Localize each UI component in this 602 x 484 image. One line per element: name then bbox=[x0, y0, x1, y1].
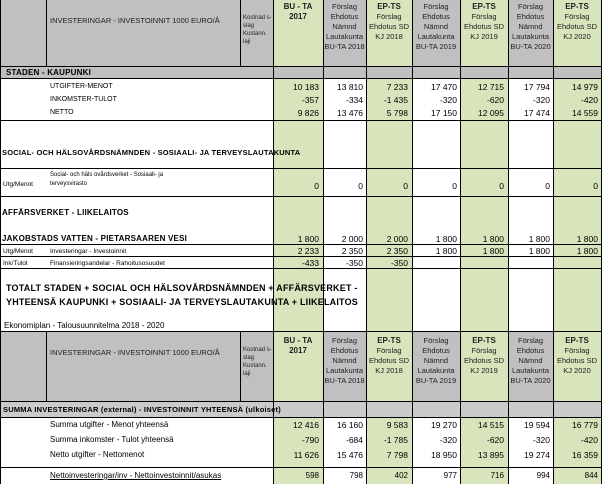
col-header-2-2: Förslag Ehdotus Nämnd Lautakunta BU-TA 2018 bbox=[324, 336, 365, 385]
social-cell: 0 bbox=[452, 181, 457, 191]
summa-cell: 16 160 bbox=[337, 420, 363, 430]
social-cell: 0 bbox=[499, 181, 504, 191]
staden-row-label: NETTO bbox=[50, 109, 74, 116]
staden-title: STADEN - KAUPUNKI bbox=[6, 68, 92, 77]
staden-cell: 13 810 bbox=[337, 82, 363, 92]
staden-cell: 12 715 bbox=[478, 82, 504, 92]
nettoinv-cell: 977 bbox=[443, 471, 457, 480]
nettoinv-cell: 798 bbox=[349, 471, 363, 480]
nettoinv-cell: 598 bbox=[305, 471, 319, 480]
summa-title: SUMMA INVESTERINGAR (external) - INVESTOINNIT YHTEENSÄ (ulkoiset) bbox=[3, 405, 281, 414]
affars-title: AFFÄRSVERKET - LIIKELAITOS bbox=[2, 208, 129, 217]
staden-row-label: UTGIFTER-MENOT bbox=[50, 83, 113, 90]
summa-cell: 16 359 bbox=[572, 450, 598, 460]
vatten-cell: 1 800 bbox=[435, 246, 457, 256]
col-header-7: EP-TS Förslag Ehdotus SD KJ 2020 bbox=[556, 2, 598, 41]
vatten-cell: 2 350 bbox=[341, 246, 363, 256]
social-cell: 0 bbox=[358, 181, 363, 191]
nettoinv-label: Nettoinvesteringar/inv - Nettoinvestoinnit/asukas bbox=[50, 471, 222, 480]
staden-cell: 13 476 bbox=[337, 108, 363, 118]
col-header-2-6: Förslag Ehdotus Nämnd Lautakunta BU-TA 2020 bbox=[510, 336, 551, 385]
staden-cell: -620 bbox=[486, 95, 504, 105]
vatten-title-cell: 1 800 bbox=[528, 234, 550, 244]
vatten-title-cell: 1 800 bbox=[435, 234, 457, 244]
vatten-code: Ink/Tulot bbox=[3, 260, 28, 267]
summa-cell: -1 785 bbox=[383, 435, 408, 445]
staden-cell: 10 183 bbox=[293, 82, 319, 92]
vatten-row-label: Investeringar - Investoinnit bbox=[50, 248, 127, 255]
header-band bbox=[0, 0, 273, 66]
nettoinv-cell: 402 bbox=[394, 471, 408, 480]
summa-cell: 19 594 bbox=[524, 420, 550, 430]
totalt-line-2: YHTEENSÄ KAUPUNKI + SOSIAALI- JA TERVEYSLAUTAKUNTA + LIIKELAITOS bbox=[6, 297, 359, 307]
summa-cell: 15 476 bbox=[337, 450, 363, 460]
col-header-2-3: EP-TS Förslag Ehdotus SD KJ 2018 bbox=[368, 336, 410, 375]
vatten-title-cell: 1 800 bbox=[576, 234, 598, 244]
summa-cell: 18 950 bbox=[431, 450, 457, 460]
social-cell: 0 bbox=[403, 181, 408, 191]
staden-cell: -357 bbox=[301, 95, 319, 105]
col-header-2-1: BU - TA 2017 bbox=[283, 336, 313, 355]
kostnadsslag-label: Kostnad s- slag Kustann. laji bbox=[243, 15, 272, 45]
vatten-title-cell: 2 000 bbox=[341, 234, 363, 244]
summa-cell: 13 895 bbox=[478, 450, 504, 460]
col-header-1: BU - TA 2017 bbox=[283, 2, 313, 21]
staden-cell: 17 794 bbox=[524, 82, 550, 92]
col-header-2-4: Förslag Ehdotus Nämnd Lautakunta BU-TA 2019 bbox=[415, 336, 457, 385]
summa-cell: -320 bbox=[439, 435, 457, 445]
vatten-cell: 1 800 bbox=[482, 246, 504, 256]
vatten-cell: -433 bbox=[301, 258, 319, 268]
staden-cell: 7 233 bbox=[386, 82, 408, 92]
social-label-2: terveysvirasto bbox=[50, 181, 88, 187]
summa-cell: 19 270 bbox=[431, 420, 457, 430]
ekonomiplan-label: Ekonomiplan - Talousuunnitelma 2018 - 2020 bbox=[4, 321, 165, 330]
col-header-2: Förslag Ehdotus Nämnd Lautakunta BU-TA 2018 bbox=[324, 2, 365, 51]
vatten-cell: -350 bbox=[390, 258, 408, 268]
social-cell: 0 bbox=[545, 181, 550, 191]
staden-cell: 17 470 bbox=[431, 82, 457, 92]
summa-cell: -790 bbox=[301, 435, 319, 445]
staden-cell: -1 435 bbox=[383, 95, 408, 105]
social-code: Utg/Menot bbox=[3, 181, 33, 188]
summa-cell: -420 bbox=[580, 435, 598, 445]
vatten-cell: 1 800 bbox=[528, 246, 550, 256]
vatten-title-cell: 1 800 bbox=[482, 234, 504, 244]
summa-cell: 11 626 bbox=[293, 450, 319, 460]
col-header-5: EP-TS Förslag Ehdotus SD KJ 2019 bbox=[463, 2, 505, 41]
col-header-2-5: EP-TS Förslag Ehdotus SD KJ 2019 bbox=[463, 336, 505, 375]
summa-cell: 7 798 bbox=[386, 450, 408, 460]
social-label-1: Social- och häls ovårdsverket - Sosiaali- ja bbox=[50, 172, 164, 178]
vatten-cell: 2 350 bbox=[386, 246, 408, 256]
summa-row-label: Netto utgifter - Nettomenot bbox=[50, 450, 145, 459]
header-title: INVESTERINGAR - INVESTOINNIT 1000 EURO/Å bbox=[50, 16, 220, 25]
col-header-3: EP-TS Förslag Ehdotus SD KJ 2018 bbox=[368, 2, 410, 41]
nettoinv-cell: 994 bbox=[536, 471, 550, 480]
staden-cell: -320 bbox=[532, 95, 550, 105]
staden-cell: 12 095 bbox=[478, 108, 504, 118]
col-header-6: Förslag Ehdotus Nämnd Lautakunta BU-TA 2020 bbox=[510, 2, 551, 51]
social-cell: 0 bbox=[593, 181, 598, 191]
social-title: SOCIAL- OCH HÄLSOVÅRDSNÄMNDEN - SOSIAALI- JA TERVEYSLAUTAKUNTA bbox=[2, 148, 301, 157]
summa-cell: -320 bbox=[532, 435, 550, 445]
nettoinv-cell: 716 bbox=[490, 471, 504, 480]
vatten-cell: -350 bbox=[345, 258, 363, 268]
summa-cell: 12 416 bbox=[293, 420, 319, 430]
summa-cell: -620 bbox=[486, 435, 504, 445]
col-header-2-7: EP-TS Förslag Ehdotus SD KJ 2020 bbox=[556, 336, 598, 375]
staden-row-label: INKOMSTER-TULOT bbox=[50, 96, 117, 103]
kostnadsslag-label-2: Kostnad s- slag Kustann. laji bbox=[243, 347, 272, 377]
vatten-code: Utg/Menot bbox=[3, 248, 33, 255]
staden-cell: -334 bbox=[345, 95, 363, 105]
totalt-line-1: TOTALT STADEN + SOCIAL OCH HÄLSOVÅRDSNÄMNDEN + AFFÄRSVERKET - bbox=[6, 283, 358, 293]
summa-cell: 9 583 bbox=[386, 420, 408, 430]
summa-row-label: Summa utgifter - Menot yhteensä bbox=[50, 420, 169, 429]
summa-cell: 14 515 bbox=[478, 420, 504, 430]
vatten-title-cell: 2 000 bbox=[386, 234, 408, 244]
staden-cell: 14 559 bbox=[572, 108, 598, 118]
summa-cell: -684 bbox=[345, 435, 363, 445]
summa-cell: 19 274 bbox=[524, 450, 550, 460]
summa-row-label: Summa inkomster - Tulot yhteensä bbox=[50, 435, 174, 444]
staden-cell: 14 979 bbox=[572, 82, 598, 92]
staden-cell: -420 bbox=[580, 95, 598, 105]
social-cell: 0 bbox=[314, 181, 319, 191]
nettoinv-cell: 844 bbox=[584, 471, 598, 480]
staden-cell: 9 826 bbox=[297, 108, 319, 118]
vatten-cell: 2 233 bbox=[297, 246, 319, 256]
vatten-title-cell: 1 800 bbox=[297, 234, 319, 244]
staden-cell: 17 150 bbox=[431, 108, 457, 118]
staden-cell: 17 474 bbox=[524, 108, 550, 118]
header-band-2 bbox=[0, 331, 273, 401]
header-title-2: INVESTERINGAR - INVESTOINNIT 1000 EURO/Å bbox=[50, 348, 220, 357]
staden-cell: 5 798 bbox=[386, 108, 408, 118]
summa-cell: 16 779 bbox=[572, 420, 598, 430]
col-header-4: Förslag Ehdotus Nämnd Lautakunta BU-TA 2019 bbox=[415, 2, 457, 51]
vatten-cell: 1 800 bbox=[576, 246, 598, 256]
vatten-title: JAKOBSTADS VATTEN - PIETARSAAREN VESI bbox=[2, 234, 188, 243]
vatten-row-label: Finansieringsandelar - Rahoitusosuudet bbox=[50, 260, 165, 267]
staden-cell: -320 bbox=[439, 95, 457, 105]
